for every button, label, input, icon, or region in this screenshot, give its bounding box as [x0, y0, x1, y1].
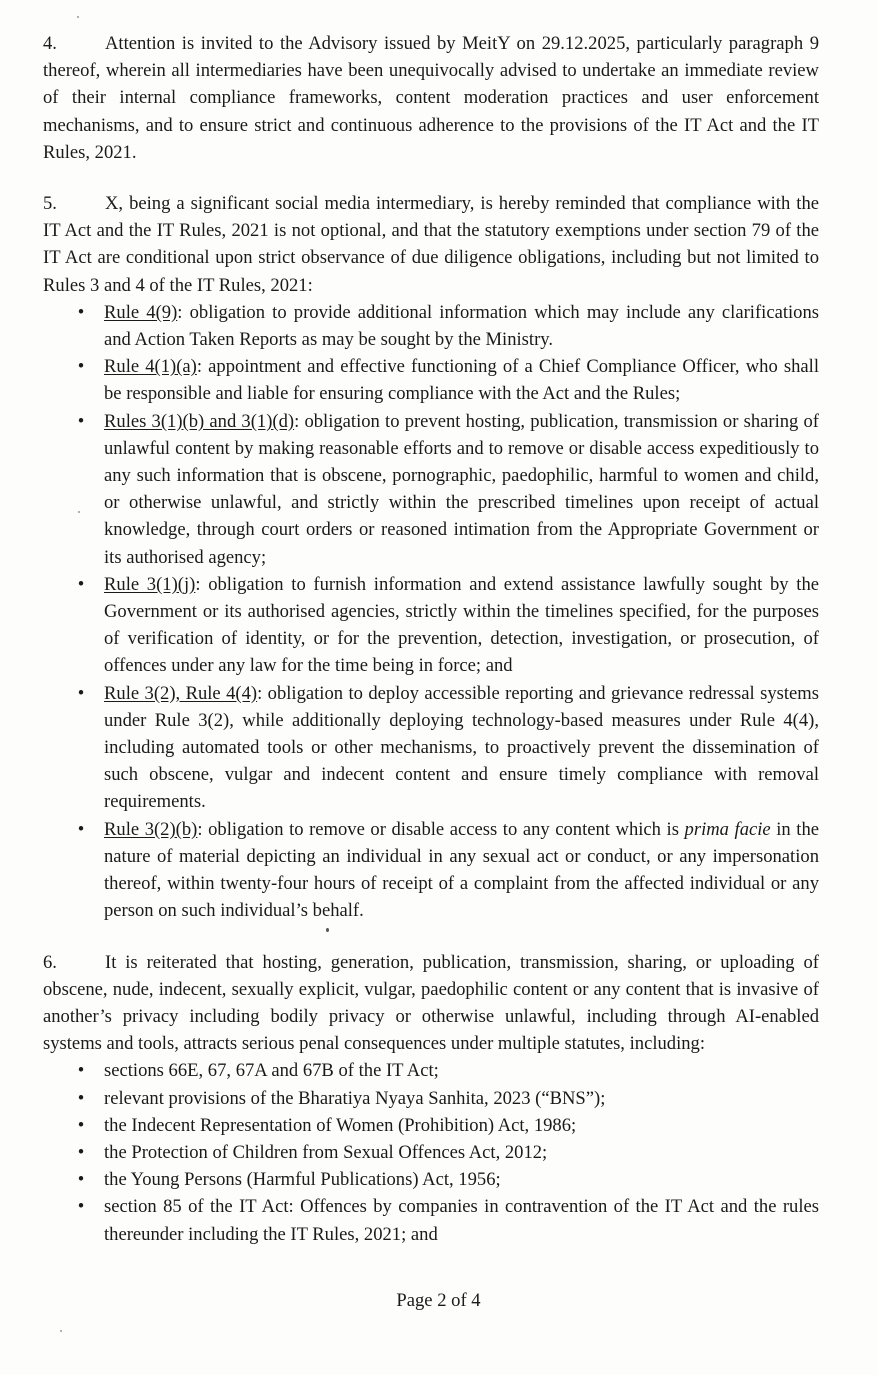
rule-reference: Rule 3(2)(b): [104, 818, 198, 840]
list-item: [43, 408, 819, 571]
rule-reference: Rule 4(9): [104, 301, 178, 323]
paragraph-number: 5.: [43, 193, 57, 215]
bullet-icon: •: [77, 1114, 85, 1136]
list-item-text: sections 66E, 67, 67A and 67B of the IT Act;: [104, 1060, 439, 1082]
bullet-icon: •: [77, 1196, 85, 1218]
list-item-text: : obligation to deploy accessible reporting and grievance redressal systems under Rule 3(2), while additionally deploying technology-based measures under Rule 4(4), including automated tools or other mechanisms, to proactively prevent the dissemination of such obscene, vulgar and indecent content and ensure timely compliance with removal requirements.: [104, 682, 819, 813]
list-item: [43, 1085, 819, 1112]
scan-speck: [60, 1330, 62, 1332]
list-item-text: : obligation to provide additional information which may include any clarifications and Action Taken Reports as may be sought by the Ministry.: [104, 301, 819, 351]
paragraph-text: Attention is invited to the Advisory issued by MeitY on 29.12.2025, particularly paragraph 9 thereof, wherein all intermediaries have been unequivocally advised to undertake an immediate review of their internal compliance frameworks, content moderation practices and user enforcement mechanisms, and to ensure strict and continuous adherence to the provisions of the IT Act and the IT Rules, 2021.: [43, 33, 819, 163]
list-item: [43, 816, 819, 925]
list-item-text: in the nature of material depicting an individual in any sexual act or conduct, or any impersonation thereof, within twenty-four hours of receipt of a complaint from the affected individual or any person on such individual’s behalf.: [104, 818, 819, 922]
bullet-icon: •: [77, 1141, 85, 1163]
rule-reference: Rules 3(1)(b) and 3(1)(d): [104, 410, 295, 432]
paragraph-5: [43, 190, 819, 299]
rule-reference: Rule 3(1)(j): [104, 573, 196, 595]
paragraph-4: [43, 30, 819, 166]
bullet-icon: •: [77, 301, 85, 323]
list-item-text: : obligation to furnish information and extend assistance lawfully sought by the Government or its authorised agencies, strictly within the timelines specified, for the purposes of verification of identity, or for the prevention, detection, investigation, or prosecution, of offences under any law for the time being in force; and: [104, 573, 820, 677]
page-number: Page 2 of 4: [396, 1290, 481, 1311]
due-diligence-rules-list: [43, 299, 819, 925]
list-item-text: : appointment and effective functioning of a Chief Compliance Officer, who shall be responsible and liable for ensuring compliance with the Act and the Rules;: [104, 356, 819, 405]
paragraph-6: [43, 949, 819, 1058]
list-item-text: the Protection of Children from Sexual Offences Act, 2012;: [104, 1141, 548, 1163]
paragraph-text: X, being a significant social media intermediary, is hereby reminded that compliance with the IT Act and the IT Rules, 2021 is not optional, and that the statutory exemptions under section 79 of the IT Act are conditional upon strict observance of due diligence obligations, including but not limited to Rules 3 and 4 of the IT Rules, 2021:: [43, 193, 819, 296]
penal-statutes-list: [43, 1057, 819, 1247]
rule-reference: Rule 4(1)(a): [104, 356, 197, 378]
bullet-icon: •: [77, 356, 85, 378]
list-item-text: the Indecent Representation of Women (Prohibition) Act, 1986;: [104, 1114, 577, 1136]
list-item: [43, 1193, 819, 1247]
scan-speck: [77, 16, 79, 18]
letter-body: [43, 30, 819, 1248]
list-item: [43, 1057, 819, 1084]
list-item-text: : obligation to prevent hosting, publication, transmission or sharing of unlawful content by making reasonable efforts and to remove or disable access expeditiously to any such information that is obscene, pornographic, paedophilic, harmful to women and child, or otherwise unlawful, and strictly within the prescribed timelines upon receipt of actual knowledge, through court orders or reasoned intimation from the Appropriate Government or its authorised agency;: [104, 410, 820, 568]
list-item: [43, 1139, 819, 1166]
bullet-icon: •: [77, 410, 85, 432]
list-item: [43, 353, 819, 407]
paragraph-number: 4.: [43, 33, 57, 54]
bullet-icon: •: [77, 1060, 85, 1082]
rule-reference: Rule 3(2), Rule 4(4): [104, 682, 258, 704]
bullet-icon: •: [77, 1169, 85, 1191]
bullet-icon: •: [77, 682, 85, 704]
list-item-text: section 85 of the IT Act: Offences by companies in contravention of the IT Act and the rules thereunder including the IT Rules, 2021; and: [104, 1196, 819, 1245]
paragraph-text: It is reiterated that hosting, generation, publication, transmission, sharing, or uploading of obscene, nude, indecent, sexually explicit, vulgar, paedophilic content or any content that is invasive of another’s privacy including bodily privacy or otherwise unlawful, including through AI-enabled systems and tools, attracts serious penal consequences under multiple statutes, including:: [43, 951, 819, 1055]
paragraph-number: 6.: [43, 951, 57, 973]
list-item-text: the Young Persons (Harmful Publications) Act, 1956;: [104, 1169, 501, 1191]
list-item: [43, 1112, 819, 1139]
list-item-text: : obligation to remove or disable access to any content which is: [197, 818, 685, 840]
bullet-icon: •: [77, 818, 85, 840]
list-item-text: relevant provisions of the Bharatiya Nyaya Sanhita, 2023 (“BNS”);: [104, 1087, 606, 1109]
list-item: [43, 680, 819, 816]
list-item: [43, 1166, 819, 1193]
list-item: [43, 299, 819, 353]
list-item: [43, 571, 819, 680]
bullet-icon: •: [77, 573, 85, 595]
italic-term: prima facie: [684, 818, 771, 840]
bullet-icon: •: [77, 1087, 85, 1109]
